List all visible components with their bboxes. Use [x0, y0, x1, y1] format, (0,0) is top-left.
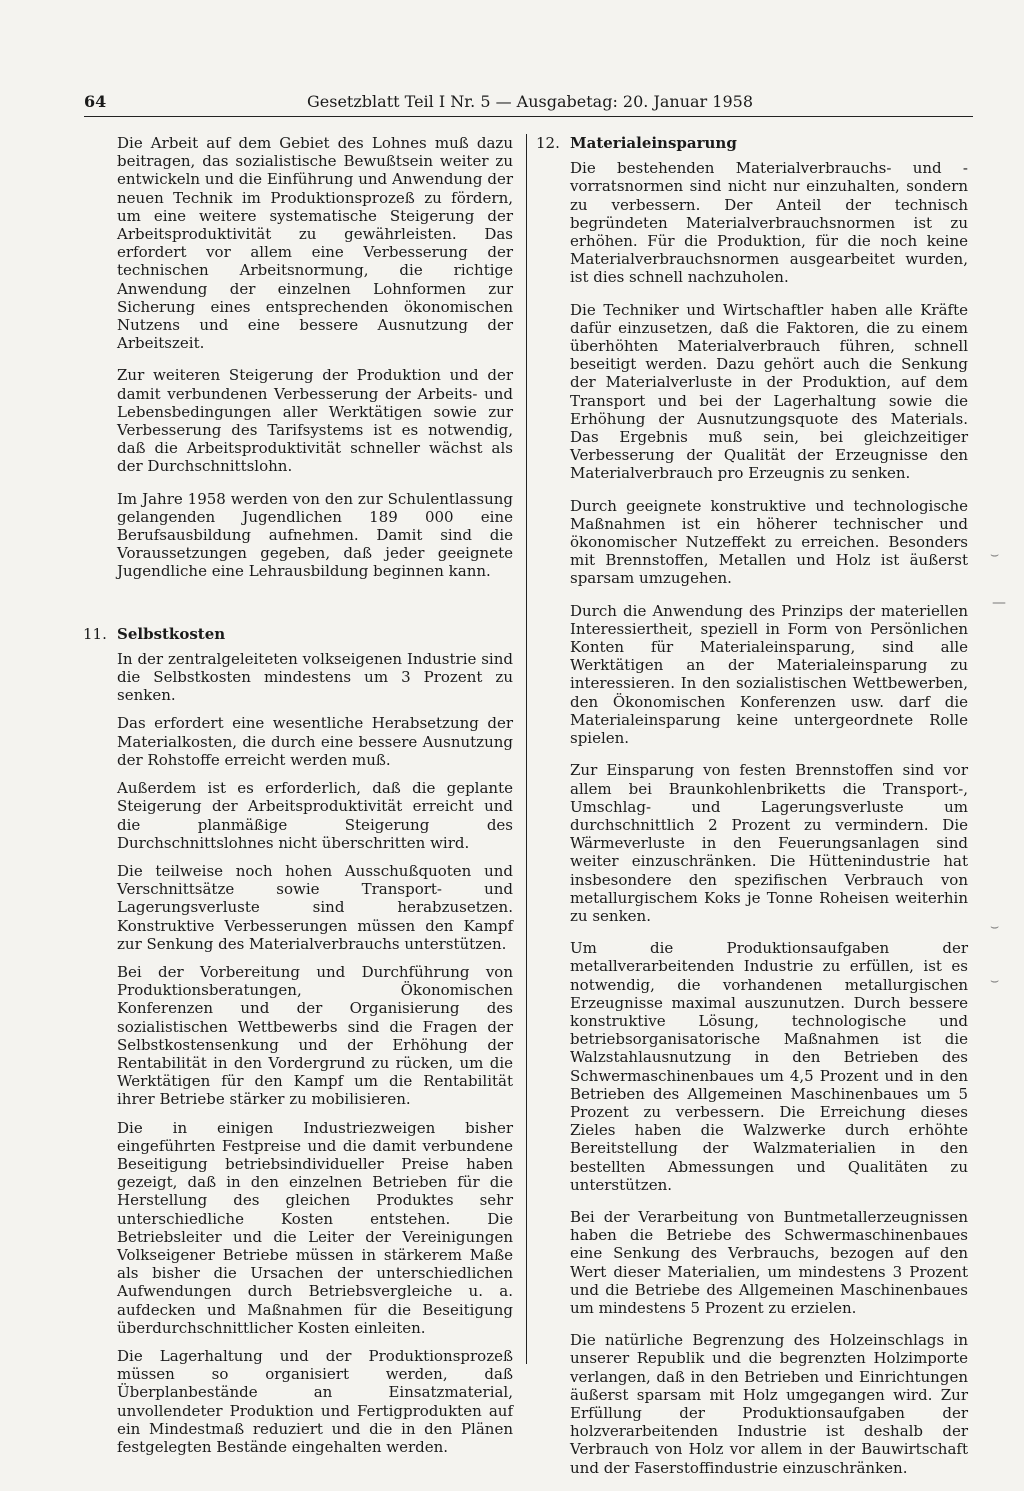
paragraph: Um die Produktionsaufgaben der metallverarbeitenden Industrie zu erfüllen, ist es notwendig, die vorhandenen metallurgischen Erzeugnisse maximal auszunutzen. Durch bessere konstruktive Lösung, technologische und betriebsorganisatorische Maßnahmen ist die Walzstahlausnutzung in den Betrieben des Schwermaschinenbaues um 4,5 Prozent und in den Betrieben des Allgemeinen Maschinenbaues um 5 Prozent zu verbessern. Die Erreichung dieses Zieles haben die Walzwerke durch erhöhte Bereitstellung der Walzmaterialien in den bestellten Abmessungen und Qualitäten zu unterstützen. [570, 939, 968, 1194]
section-title: Materialeinsparung [570, 134, 737, 152]
paragraph: Die bestehenden Materialverbrauchs- und -vorratsnormen sind nicht nur einzuhalten, sondern zu verbessern. Der Anteil der technisch begründeten Materialverbrauchsnormen ist zu erhöhen. Für die Produktion, für die noch keine Materialverbrauchsnormen ausgearbeitet wurden, ist dies schnell nachzuholen. [570, 159, 968, 287]
column-divider [526, 134, 527, 1364]
paragraph: Die Lagerhaltung und der Produktionsprozeß müssen so organisiert werden, daß Überplanbestände an Einsatzmaterial, unvollendeter Produktion und Fertigprodukten auf ein Mindestmaß reduziert und die in den Plänen festgelegten Bestände eingehalten werden. [117, 1346, 513, 1456]
section-title: Selbstkosten [117, 624, 226, 643]
left-column [83, 134, 513, 1466]
paragraph: Durch die Anwendung des Prinzips der materiellen Interessiertheit, speziell in Form von Persönlichen Konten für Materialeinsparung, sind alle Werktätigen an der Materialeinsparung zu interessieren. In den sozialistischen Wettbewerben, den Ökonomischen Konferenzen usw. darf die Materialeinsparung keine untergeordnete Rolle spielen. [570, 601, 968, 748]
paragraph: Zur weiteren Steigerung der Produktion und der damit verbundenen Verbesserung der Arbeits- und Lebensbedingungen aller Werktätigen sowie zur Verbesserung des Tarifsystems ist es notwendig, daß die Arbeitsproduktivität schneller wächst als der Durchschnittslohn. [117, 366, 513, 476]
section-heading-12 [536, 134, 968, 152]
paragraph: Die natürliche Begrenzung des Holzeinschlags in unserer Republik und die begrenzten Holzimporte verlangen, daß in den Betrieben und Einrichtungen äußerst sparsam mit Holz umgegangen wird. Zur Erfüllung der Produktionsaufgaben der holzverarbeitenden Industrie ist deshalb der Verbrauch von Holz vor allem in der Bauwirtschaft und der Faserstoffindustrie einzuschränken. [570, 1331, 968, 1477]
margin-mark: — [992, 595, 1006, 611]
right-column [536, 134, 968, 1491]
paragraph: Bei der Vorbereitung und Durchführung von Produktionsberatungen, Ökonomischen Konferenzen und der Organisierung des sozialistischen Wettbewerbs sind die Fragen der Selbstkostensenkung und der Erhöhung der Rentabilität in den Vordergrund zu rücken, um die Werktätigen für den Kampf um die Rentabilität ihrer Betriebe stärker zu mobilisieren. [117, 962, 513, 1109]
page-header [84, 92, 756, 114]
paragraph: Die in einigen Industriezweigen bisher eingeführten Festpreise und die damit verbundene Beseitigung betriebsindividueller Preise haben gezeigt, daß in den einzelnen Betrieben für die Herstellung des gleichen Produktes sehr unterschiedliche Kosten entstehen. Die Betriebsleiter und die Leiter der Vereinigungen Volkseigener Betriebe müssen in stärkerem Maße als bisher die Ursachen der unterschiedlichen Aufwendungen durch Betriebsvergleiche u. a. aufdecken und Maßnahmen für die Beseitigung überdurchschnittlicher Kosten einleiten. [117, 1118, 513, 1337]
section-heading-11 [83, 624, 513, 643]
margin-mark: ⌣ [990, 973, 1000, 989]
paragraph: In der zentralgeleiteten volkseigenen Industrie sind die Selbstkosten mindestens um 3 Prozent zu senken. [117, 649, 513, 705]
paragraph: Im Jahre 1958 werden von den zur Schulentlassung gelangenden Jugendlichen 189 000 eine Berufsausbildung aufnehmen. Damit sind die Voraussetzungen gegeben, daß jeder geeignete Jugendliche eine Lehrausbildung beginnen kann. [117, 489, 513, 581]
paragraph: Außerdem ist es erforderlich, daß die geplante Steigerung der Arbeitsproduktivität erreicht und die planmäßige Steigerung des Durchschnittslohnes nicht überschritten wird. [117, 779, 513, 852]
paragraph: Die Techniker und Wirtschaftler haben alle Kräfte dafür einzusetzen, daß die Faktoren, die zu einem überhöhten Materialverbrauch führen, schnell beseitigt werden. Dazu gehört auch die Senkung der Materialverluste in der Produktion, auf dem Transport und bei der Lagerhaltung sowie die Erhöhung der Ausnutzungsquote des Materials. Das Ergebnis muß sein, bei gleichzeitiger Verbesserung der Qualität der Erzeugnisse den Materialverbrauch pro Erzeugnis zu senken. [570, 300, 968, 483]
running-title: Gesetzblatt Teil I Nr. 5 — Ausgabetag: 20. Januar 1958 [307, 92, 754, 111]
paragraph: Das erfordert eine wesentliche Herabsetzung der Materialkosten, die durch eine bessere Ausnutzung der Rohstoffe erreicht werden muß. [117, 714, 513, 769]
paragraph: Durch geeignete konstruktive und technologische Maßnahmen ist ein höherer technischer und ökonomischer Nutzeffekt zu erreichen. Besonders mit Brennstoffen, Metallen und Holz ist äußerst sparsam umzugehen. [570, 496, 968, 588]
paragraph: Zur Einsparung von festen Brennstoffen sind vor allem bei Braunkohlenbriketts die Transport-, Umschlag- und Lagerungsverluste um durchschnittlich 2 Prozent zu vermindern. Die Wärmeverluste in den Feuerungsanlagen sind weiter einzuschränken. Die Hüttenindustrie hat insbesondere den spezifischen Verbrauch von metallurgischem Koks je Tonne Roheisen weiterhin zu senken. [570, 761, 968, 925]
page-number: 64 [84, 92, 107, 111]
section-number: 11. [83, 624, 107, 643]
margin-mark: ⌣ [990, 547, 1000, 563]
section-number: 12. [536, 134, 560, 152]
paragraph: Bei der Verarbeitung von Buntmetallerzeugnissen haben die Betriebe des Schwermaschinenbaues eine Senkung des Verbrauchs, bezogen auf den Wert dieser Materialien, um mindestens 3 Prozent und die Betriebe des Allgemeinen Maschinenbaues um mindestens 5 Prozent zu erzielen. [570, 1207, 968, 1317]
header-rule [84, 116, 973, 117]
paragraph: Die teilweise noch hohen Ausschußquoten und Verschnittsätze sowie Transport- und Lagerungsverluste sind herabzusetzen. Konstruktive Verbesserungen müssen den Kampf zur Senkung des Materialverbrauchs unterstützen. [117, 861, 513, 953]
margin-mark: ⌣ [990, 919, 1000, 935]
paragraph: Die Arbeit auf dem Gebiet des Lohnes muß dazu beitragen, das sozialistische Bewußtsein weiter zu entwickeln und die Einführung und Anwendung der neuen Technik im Produktionsprozeß zu fördern, um eine weitere systematische Steigerung der Arbeitsproduktivität zu gewährleisten. Das erfordert vor allem eine Verbesserung der technischen Arbeitsnormung, die richtige Anwendung der einzelnen Lohnformen zur Sicherung eines entsprechenden ökonomischen Nutzens und eine bessere Ausnutzung der Arbeitszeit. [117, 134, 513, 353]
